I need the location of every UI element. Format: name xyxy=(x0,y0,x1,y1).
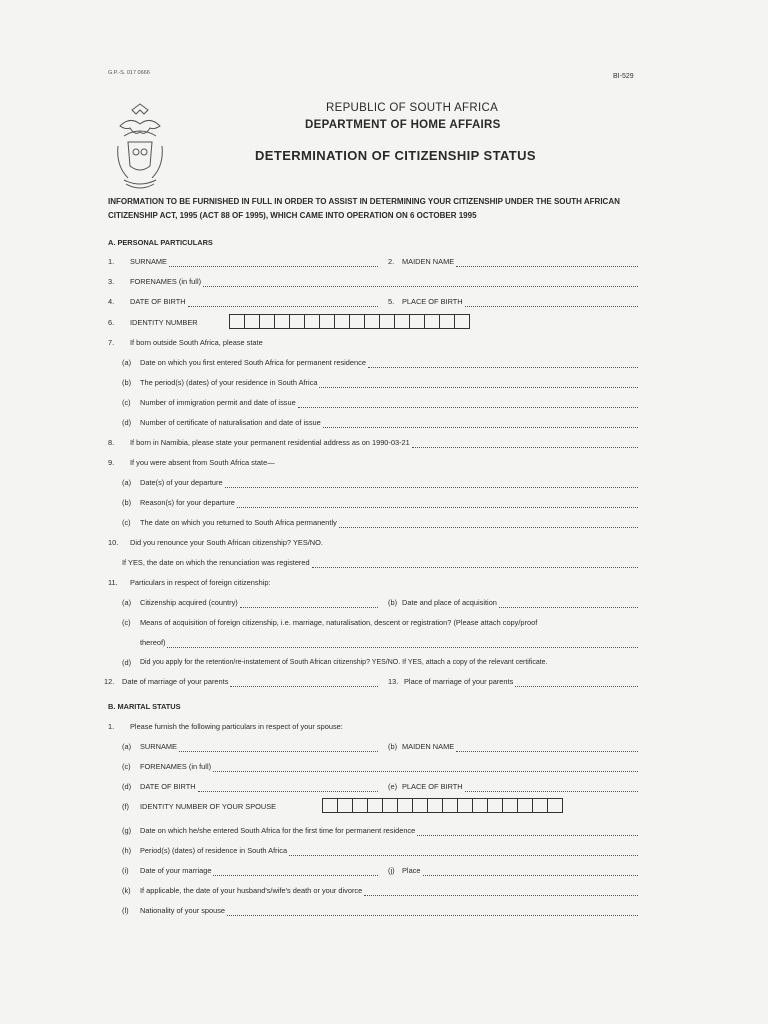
section-b-heading: B. MARITAL STATUS xyxy=(108,702,181,711)
department-heading: DEPARTMENT OF HOME AFFAIRS xyxy=(305,119,501,131)
spouse-identity-number-boxes[interactable] xyxy=(322,798,563,813)
field-label: FORENAMES (in full) xyxy=(130,277,202,286)
intro-text: INFORMATION TO BE FURNISHED IN FULL IN ORDER TO ASSIST IN DETERMINING YOUR CITIZENSHIP UNDER THE SOUTH AFRICAN CITIZENSHIP ACT, 1995 (ACT 88 OF 1995), WHICH CAME INTO OPERATION ON 6 OCTOBER 1995 xyxy=(108,197,620,220)
spouse-surname-field[interactable]: (a) SURNAME xyxy=(122,742,378,752)
page-title: DETERMINATION OF CITIZENSHIP STATUS xyxy=(255,148,536,163)
item-number: 7. xyxy=(108,338,115,347)
acquisition-means-text: (c) Means of acquisition of foreign citizenship, i.e. marriage, naturalisation, descent or registration? (Please attach copy/proof xyxy=(122,618,538,627)
date-of-birth-field[interactable] xyxy=(108,297,378,307)
gps-code: G.P.-S. 017 0666 xyxy=(108,70,150,76)
item-number: 3. xyxy=(108,277,115,286)
item-number: 1. xyxy=(108,257,115,266)
place-of-birth-field[interactable] xyxy=(388,297,638,307)
absent-text: 9. If you were absent from South Africa state— xyxy=(108,458,275,467)
field-label: SURNAME xyxy=(130,257,167,266)
spouse-residence-period-field[interactable]: (h) Period(s) (dates) of residence in South Africa xyxy=(122,846,638,856)
spouse-nationality-field[interactable]: (l) Nationality of your spouse xyxy=(122,906,638,916)
form-reference: BI-529 xyxy=(613,73,634,80)
field-label: MAIDEN NAME xyxy=(402,257,455,266)
death-divorce-date-field[interactable]: (k) If applicable, the date of your husband's/wife's death or your divorce xyxy=(122,886,638,896)
parents-marriage-date-field[interactable]: 12. Date of marriage of your parents xyxy=(104,677,378,687)
marriage-place-field[interactable]: (j) Place xyxy=(388,866,638,876)
spouse-forenames-field[interactable]: (c) FORENAMES (in full) xyxy=(122,762,638,772)
marriage-date-field[interactable]: (i) Date of your marriage xyxy=(122,866,378,876)
renounce-question: 10. Did you renounce your South African citizenship? YES/NO. xyxy=(108,538,323,547)
first-entry-field[interactable]: (a) Date on which you first entered South Africa for permanent residence xyxy=(122,358,638,368)
item-number: 5. xyxy=(388,297,395,306)
item-number: 2. xyxy=(388,257,395,266)
namibia-address-field[interactable]: 8. If born in Namibia, please state your permanent residential address as on 1990-03-21 xyxy=(108,438,638,448)
item-number: 6. xyxy=(108,318,115,327)
departure-date-field[interactable]: (a) Date(s) of your departure xyxy=(122,478,638,488)
section-a-heading: A. PERSONAL PARTICULARS xyxy=(108,238,213,247)
forenames-field[interactable] xyxy=(108,277,638,287)
spouse-pob-field[interactable]: (e) PLACE OF BIRTH xyxy=(388,782,638,792)
born-outside-text: 7. If born outside South Africa, please state xyxy=(108,338,263,347)
citizenship-country-field[interactable]: (a) Citizenship acquired (country) xyxy=(122,598,378,608)
retention-question: (d) Did you apply for the retention/re-instatement of South African citizenship? YES/NO. If YES, attach a copy of the relevant certificate. xyxy=(122,658,548,667)
parents-marriage-place-field[interactable]: 13. Place of marriage of your parents xyxy=(388,677,638,687)
acquisition-date-place-field[interactable]: (b) Date and place of acquisition xyxy=(388,598,638,608)
spouse-dob-field[interactable]: (d) DATE OF BIRTH xyxy=(122,782,378,792)
spouse-maiden-field[interactable]: (b) MAIDEN NAME xyxy=(388,742,638,752)
identity-number-label-row xyxy=(108,318,198,328)
republic-heading: REPUBLIC OF SOUTH AFRICA xyxy=(326,102,499,114)
surname-field[interactable] xyxy=(108,257,378,267)
spouse-id-label: (f) IDENTITY NUMBER OF YOUR SPOUSE xyxy=(122,802,277,811)
departure-reason-field[interactable]: (b) Reason(s) for your departure xyxy=(122,498,638,508)
renunciation-date-field[interactable]: If YES, the date on which the renunciation was registered xyxy=(122,558,638,568)
immigration-permit-field[interactable]: (c) Number of immigration permit and date of issue xyxy=(122,398,638,408)
field-label: DATE OF BIRTH xyxy=(130,297,186,306)
acquisition-means-field[interactable]: thereof) xyxy=(140,638,638,648)
return-date-field[interactable]: (c) The date on which you returned to South Africa permanently xyxy=(122,518,638,528)
naturalisation-certificate-field[interactable]: (d) Number of certificate of naturalisation and date of issue xyxy=(122,418,638,428)
spouse-entry-date-field[interactable]: (g) Date on which he/she entered South Africa for the first time for permanent residence xyxy=(122,826,638,836)
identity-number-boxes[interactable] xyxy=(229,314,470,329)
foreign-citizenship-heading: 11. Particulars in respect of foreign citizenship: xyxy=(108,578,271,587)
spouse-intro-text: 1. Please furnish the following particulars in respect of your spouse: xyxy=(108,722,343,731)
item-number: 4. xyxy=(108,297,115,306)
field-label: PLACE OF BIRTH xyxy=(402,297,463,306)
residence-period-field[interactable]: (b) The period(s) (dates) of your residence in South Africa xyxy=(122,378,638,388)
field-label: IDENTITY NUMBER xyxy=(130,318,198,327)
coat-of-arms-logo xyxy=(110,96,170,196)
maiden-name-field[interactable] xyxy=(388,257,638,267)
